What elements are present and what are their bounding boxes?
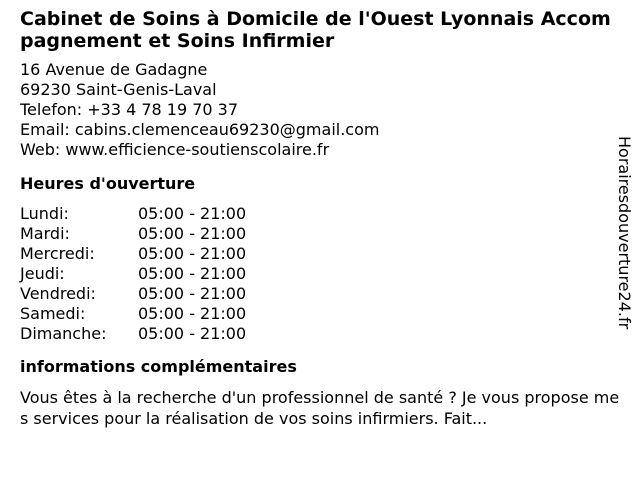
day-label: Vendredi: bbox=[20, 284, 96, 303]
city-postcode: 69230 Saint-Genis-Laval bbox=[20, 80, 217, 99]
hours-row bbox=[20, 324, 246, 344]
additional-info-text: Vous êtes à la recherche d'un professionnel de santé ? Je vous propose mes services pour la réalisation de vos soins infirmiers. Fait... bbox=[20, 388, 620, 428]
email-address: Email: cabins.clemenceau69230@gmail.com bbox=[20, 120, 380, 139]
phone-number: Telefon: +33 4 78 19 70 37 bbox=[20, 100, 239, 119]
street-address: 16 Avenue de Gadagne bbox=[20, 60, 208, 79]
time-range: 05:00 - 21:00 bbox=[138, 304, 247, 323]
opening-hours-table bbox=[20, 204, 246, 344]
time-range: 05:00 - 21:00 bbox=[138, 244, 247, 263]
day-label: Dimanche: bbox=[20, 324, 107, 343]
hours-row bbox=[20, 244, 246, 264]
day-label: Jeudi: bbox=[20, 264, 65, 283]
hours-row bbox=[20, 204, 246, 224]
hours-row bbox=[20, 284, 246, 304]
site-credit: Horairesdouverture24.fr bbox=[615, 136, 634, 330]
business-card bbox=[20, 8, 620, 429]
opening-hours-heading: Heures d'ouverture bbox=[20, 174, 196, 193]
time-range: 05:00 - 21:00 bbox=[138, 204, 247, 223]
day-label: Mardi: bbox=[20, 224, 70, 243]
time-range: 05:00 - 21:00 bbox=[138, 264, 247, 283]
hours-row bbox=[20, 224, 246, 244]
hours-row bbox=[20, 304, 246, 324]
additional-info-heading: informations complémentaires bbox=[20, 357, 297, 376]
contact-block bbox=[20, 60, 620, 160]
day-label: Mercredi: bbox=[20, 244, 95, 263]
website: Web: www.efficience-soutienscolaire.fr bbox=[20, 140, 330, 159]
hours-row bbox=[20, 264, 246, 284]
time-range: 05:00 - 21:00 bbox=[138, 284, 247, 303]
business-name: Cabinet de Soins à Domicile de l'Ouest Lyonnais Accompagnement et Soins Infirmier bbox=[20, 8, 611, 52]
time-range: 05:00 - 21:00 bbox=[138, 224, 247, 243]
day-label: Samedi: bbox=[20, 304, 86, 323]
time-range: 05:00 - 21:00 bbox=[138, 324, 247, 343]
day-label: Lundi: bbox=[20, 204, 69, 223]
